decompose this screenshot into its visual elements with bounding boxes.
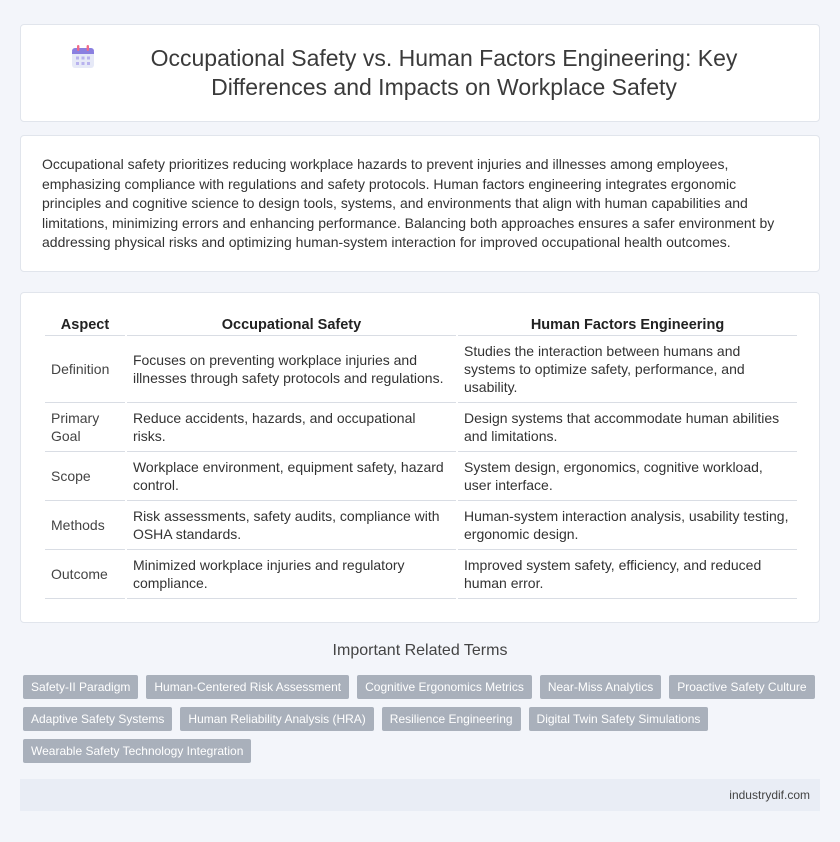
table-row xyxy=(45,550,797,599)
row-aspect: Methods xyxy=(45,501,125,550)
intro-card xyxy=(20,135,820,272)
row-aspect: Scope xyxy=(45,452,125,501)
related-terms-list xyxy=(23,675,823,771)
related-terms-heading: Important Related Terms xyxy=(332,642,508,659)
related-term-tag[interactable]: Safety-II Paradigm xyxy=(23,675,138,699)
row-occupational-safety: Reduce accidents, hazards, and occupational risks. xyxy=(127,403,456,452)
row-occupational-safety: Minimized workplace injuries and regulatory compliance. xyxy=(127,550,456,599)
table-row xyxy=(45,501,797,550)
row-human-factors: Improved system safety, efficiency, and reduced human error. xyxy=(458,550,797,599)
table-row xyxy=(45,336,797,403)
related-term-tag[interactable]: Human Reliability Analysis (HRA) xyxy=(180,707,373,731)
row-aspect: Definition xyxy=(45,336,125,403)
row-occupational-safety: Risk assessments, safety audits, compliance with OSHA standards. xyxy=(127,501,456,550)
column-header-occupational-safety: Occupational Safety xyxy=(127,313,456,336)
row-aspect: Outcome xyxy=(45,550,125,599)
title-wrap xyxy=(70,44,770,102)
row-human-factors: Human-system interaction analysis, usability testing, ergonomic design. xyxy=(458,501,797,550)
table-row xyxy=(45,452,797,501)
related-term-tag[interactable]: Wearable Safety Technology Integration xyxy=(23,739,251,763)
row-aspect: Primary Goal xyxy=(45,403,125,452)
related-term-tag[interactable]: Human-Centered Risk Assessment xyxy=(146,675,349,699)
related-term-tag[interactable]: Adaptive Safety Systems xyxy=(23,707,172,731)
header-card xyxy=(20,24,820,122)
column-header-human-factors: Human Factors Engineering xyxy=(458,313,797,336)
footer-site-link[interactable]: industrydif.com xyxy=(729,788,810,802)
page-title: Occupational Safety vs. Human Factors Engineering: Key Differences and Impacts on Workplace Safety xyxy=(150,45,738,100)
column-header-aspect: Aspect xyxy=(45,313,125,336)
table-row xyxy=(45,403,797,452)
row-occupational-safety: Focuses on preventing workplace injuries and illnesses through safety protocols and regulations. xyxy=(127,336,456,403)
intro-paragraph: Occupational safety prioritizes reducing workplace hazards to prevent injuries and illnesses among employees, emphasizing compliance with regulations and safety protocols. Human factors engineering integrates ergonomic principles and cognitive science to design tools, systems, and environments that align with human capabilities and limitations, minimizing errors and enhancing performance. Balancing both approaches ensures a safer environment by addressing physical risks and optimizing human-system interaction for improved occupational health outcomes. xyxy=(42,156,775,250)
related-term-tag[interactable]: Proactive Safety Culture xyxy=(669,675,814,699)
row-human-factors: Design systems that accommodate human abilities and limitations. xyxy=(458,403,797,452)
row-human-factors: System design, ergonomics, cognitive workload, user interface. xyxy=(458,452,797,501)
row-occupational-safety: Workplace environment, equipment safety, hazard control. xyxy=(127,452,456,501)
comparison-card xyxy=(20,292,820,623)
related-term-tag[interactable]: Cognitive Ergonomics Metrics xyxy=(357,675,532,699)
related-term-tag[interactable]: Resilience Engineering xyxy=(382,707,521,731)
footer xyxy=(20,779,820,811)
calendar-icon xyxy=(70,44,96,70)
comparison-table xyxy=(43,313,799,599)
table-header-row xyxy=(45,313,797,336)
row-human-factors: Studies the interaction between humans and systems to optimize safety, performance, and usability. xyxy=(458,336,797,403)
related-term-tag[interactable]: Digital Twin Safety Simulations xyxy=(529,707,709,731)
related-term-tag[interactable]: Near-Miss Analytics xyxy=(540,675,661,699)
